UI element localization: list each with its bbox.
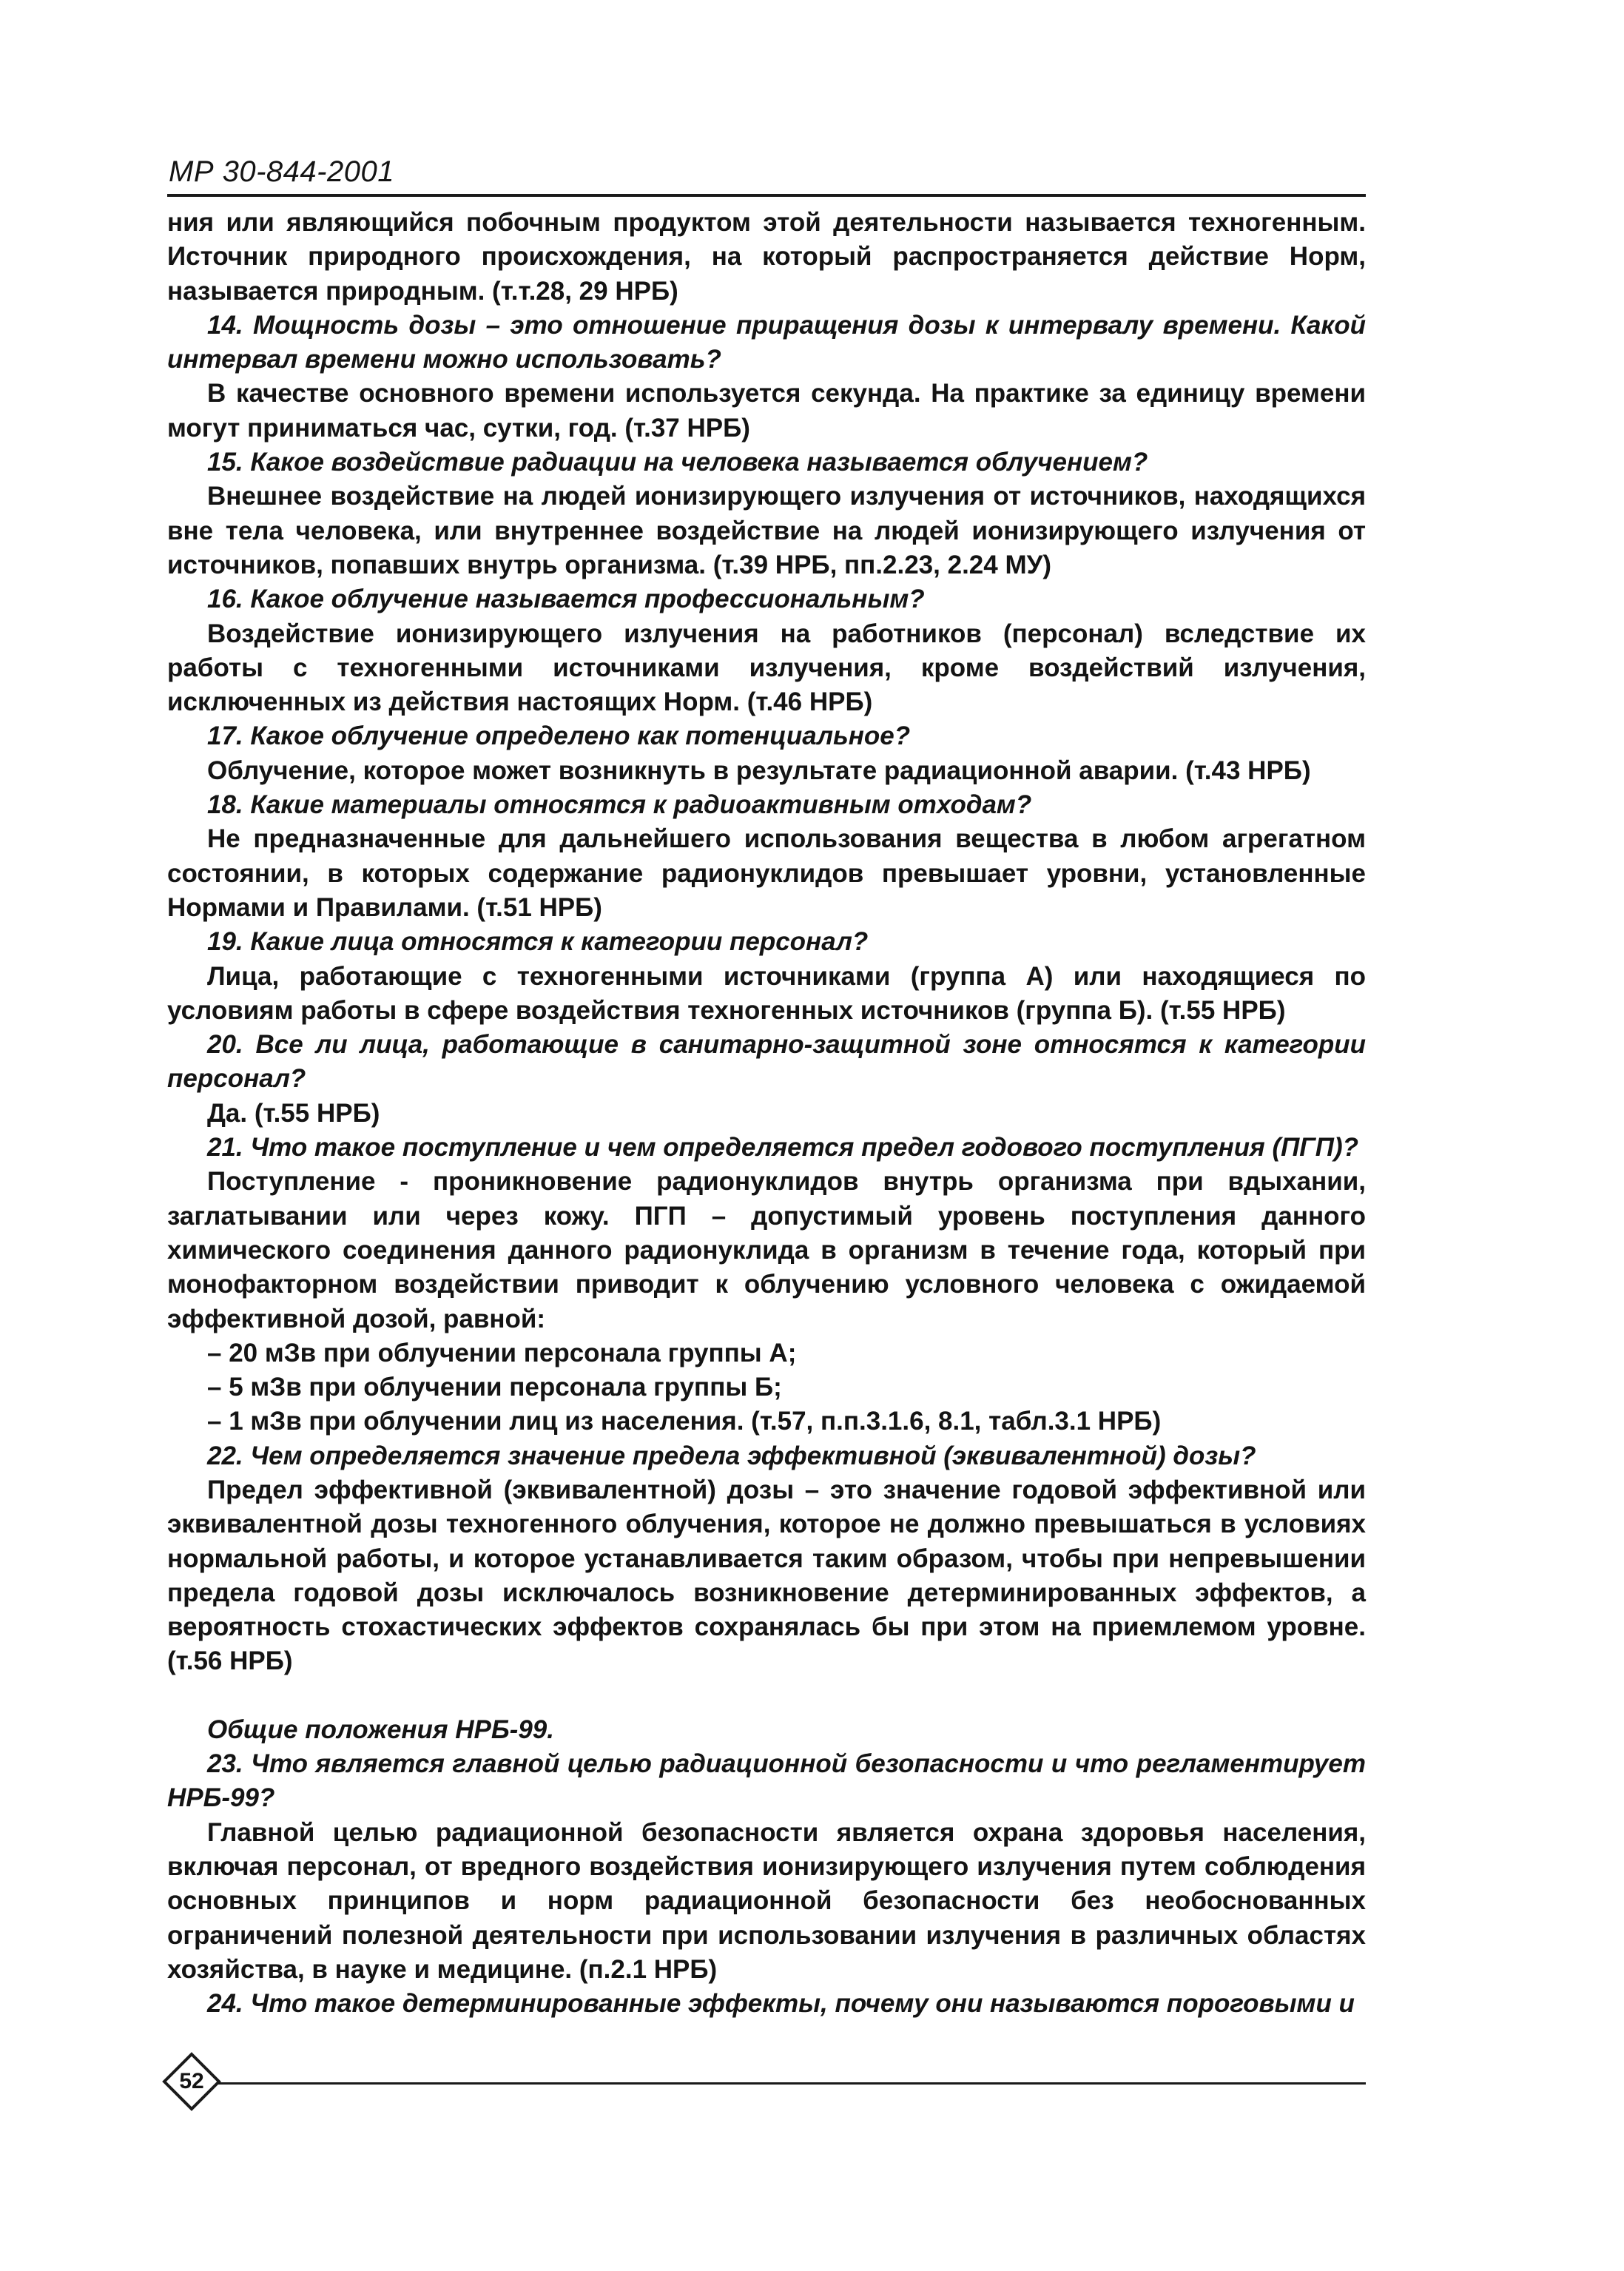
page-header: МР 30-844-2001 — [169, 155, 394, 188]
answer-15: Внешнее воздействие на людей ионизирующего излучения от источников, находящихся вне тела человека, или внутреннее воздействие на людей ионизирующего излучения от источников, попавших внутрь организма. (т.39 НРБ, пп.2.23, 2.24 МУ) — [167, 482, 1366, 579]
question-24: 24. Что такое детерминированные эффекты, почему они называются пороговыми и — [207, 1989, 1355, 2019]
question-14: 14. Мощность дозы – это отношение приращения дозы к интервалу времени. Какой интервал времени можно использовать? — [167, 310, 1366, 374]
question-23: 23. Что является главной целью радиационной безопасности и что регламентирует НРБ-99? — [167, 1749, 1366, 1813]
footer-divider — [212, 2082, 1366, 2085]
answer-18: Не предназначенные для дальнейшего использования вещества в любом агрегатном состоянии, в которых содержание радионуклидов превышает уровни, установленные Нормами и Правилами. (т.51 НРБ) — [167, 824, 1366, 922]
answer-20: Да. (т.55 НРБ) — [207, 1098, 380, 1128]
question-20: 20. Все ли лица, работающие в санитарно-защитной зоне относятся к категории персонал? — [167, 1030, 1366, 1094]
answer-14: В качестве основного времени используется секунда. На практике за единицу времени могут приниматься час, сутки, год. (т.37 НРБ) — [167, 379, 1366, 443]
question-22: 22. Чем определяется значение предела эффективной (эквивалентной) дозы? — [207, 1441, 1256, 1470]
answer-21: Поступление - проникновение радионуклидов внутрь организма при вдыхании, заглатывании или через кожу. ПГП – допустимый уровень поступления данного химического соединения данного радионуклида в организм в течение года, который при монофакторном воздействии приводит к облучению условного человека с ожидаемой эффективной дозой, равной: — [167, 1167, 1366, 1333]
question-21: 21. Что такое поступление и чем определяется предел годового поступления (ПГП)? — [207, 1133, 1358, 1163]
answer-19: Лица, работающие с техногенными источниками (группа А) или находящиеся по условиям работы в сфере воздействия техногенных источников (группа Б). (т.55 НРБ) — [167, 961, 1366, 1025]
list-item-population: – 1 мЗв при облучении лиц из населения. (т.57, п.п.3.1.6, 8.1, табл.3.1 НРБ) — [207, 1407, 1162, 1436]
question-15: 15. Какое воздействие радиации на человека называется облучением? — [207, 448, 1148, 477]
answer-23: Главной целью радиационной безопасности является охрана здоровья населения, включая персонал, от вредного воздействия ионизирующего излучения путем соблюдения основных принципов и норм радиационной безопасности без необоснованных ограничений полезной деятельности при использовании излучения в различных областях хозяйства, в науке и медицине. (п.2.1 НРБ) — [167, 1817, 1366, 1984]
question-18: 18. Какие материалы относятся к радиоактивным отходам? — [207, 790, 1032, 820]
list-item-group-b: – 5 мЗв при облучении персонала группы Б; — [207, 1373, 782, 1402]
paragraph-continuation: ния или являющийся побочным продуктом этой деятельности называется техногенным. Источник природного происхождения, на который распространяется действие Норм, называется природным. (т.т.28, 29 НРБ) — [167, 208, 1366, 306]
question-19: 19. Какие лица относятся к категории персонал? — [207, 927, 869, 957]
answer-22: Предел эффективной (эквивалентной) дозы – это значение годовой эффективной или эквивалентной дозы техногенного облучения, которое не должно превышаться в условиях нормальной работы, и которое устанавливается таким образом, чтобы при непревышении предела годовой дозы исключалось возникновение детерминированных эффектов, а вероятность стохастических эффектов сохранялась бы при этом на приемлемом уровне. (т.56 НРБ) — [167, 1475, 1366, 1676]
question-17: 17. Какое облучение определено как потенциальное? — [207, 721, 911, 751]
list-item-group-a: – 20 мЗв при облучении персонала группы А; — [207, 1338, 797, 1367]
section-heading: Общие положения НРБ-99. — [207, 1715, 554, 1744]
answer-17: Облучение, которое может возникнуть в результате радиационной аварии. (т.43 НРБ) — [207, 756, 1311, 785]
header-divider — [167, 194, 1366, 197]
question-16: 16. Какое облучение называется профессиональным? — [207, 585, 925, 614]
answer-16: Воздействие ионизирующего излучения на работников (персонал) вследствие их работы с техногенными источниками излучения, кроме воздействий излучения, исключенных из действия настоящих Норм. (т.46 НРБ) — [167, 619, 1366, 717]
page-number: 52 — [179, 2069, 204, 2093]
page-body — [167, 206, 1366, 2021]
